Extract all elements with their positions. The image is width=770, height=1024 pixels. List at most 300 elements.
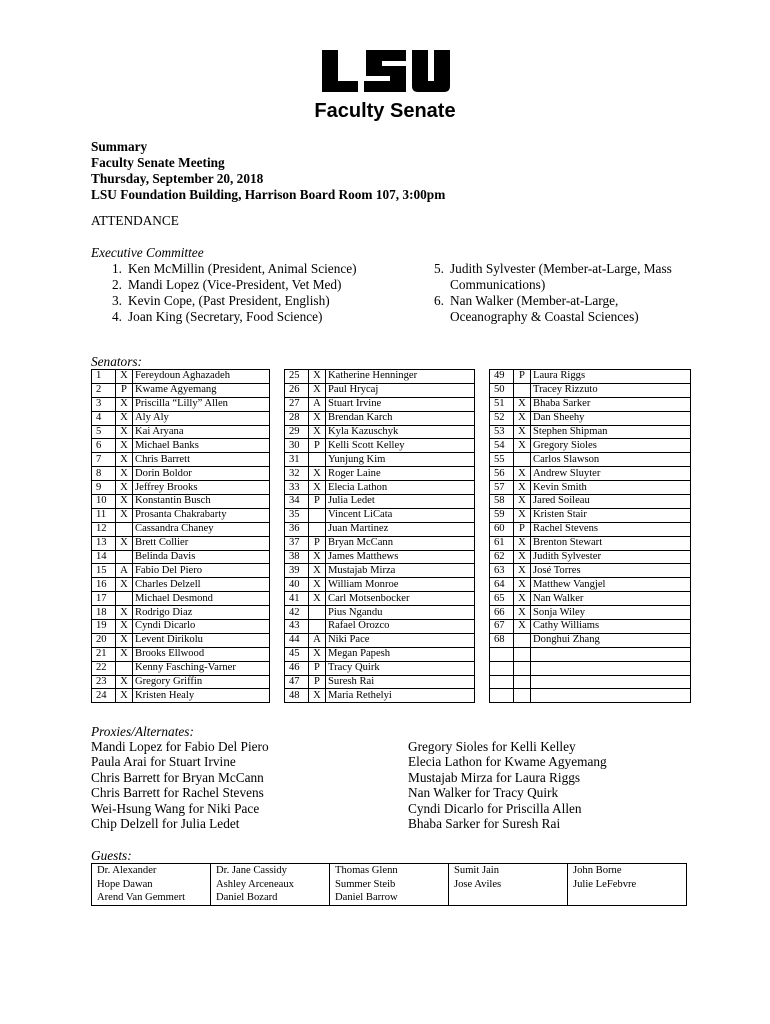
attendance-mark: P [309,495,326,509]
senator-name: Levent Dirikolu [133,633,270,647]
attendance-heading: ATTENDANCE [91,213,179,228]
senator-number: 43 [285,620,309,634]
guest-name: Thomas Glenn [335,865,398,876]
table-row [92,425,691,439]
senator-number: 41 [285,592,309,606]
proxy-entry: Mustajab Mirza for Laura Riggs [408,769,581,785]
senator-name: Kai Aryana [133,425,270,439]
senator-number: 51 [490,397,514,411]
senator-number: 23 [92,675,116,689]
column-gap [475,550,490,564]
senator-number: 55 [490,453,514,467]
senator-number: 29 [285,425,309,439]
executive-list-left [98,261,388,325]
senator-number: 46 [285,661,309,675]
senator-name: Paul Hrycaj [326,383,475,397]
attendance-mark: X [514,397,531,411]
column-gap [475,592,490,606]
attendance-mark: X [514,467,531,481]
attendance-mark [116,550,133,564]
guest-name: Ashley Arceneaux [216,878,294,890]
column-gap [270,383,285,397]
senator-name: Stephen Shipman [531,425,691,439]
column-gap [270,522,285,536]
column-gap [270,564,285,578]
senator-name: Niki Pace [326,633,475,647]
senator-name: Cyndi Dicarlo [133,620,270,634]
column-gap [475,383,490,397]
column-gap [270,578,285,592]
column-gap [270,633,285,647]
executive-member [98,293,388,309]
table-row [92,453,691,467]
column-gap [475,536,490,550]
senator-number: 21 [92,647,116,661]
table-row [92,508,691,522]
senator-number: 26 [285,383,309,397]
senator-name: Rafael Orozco [326,620,475,634]
table-row [92,661,691,675]
senator-number: 28 [285,411,309,425]
senator-name: Jared Soileau [531,495,691,509]
attendance-mark: X [116,370,133,384]
senator-number [490,647,514,661]
column-gap [270,606,285,620]
attendance-mark: X [116,397,133,411]
guests-row [92,864,687,906]
attendance-mark: P [309,536,326,550]
senator-number: 7 [92,453,116,467]
senator-name: Kwame Agyemang [133,383,270,397]
senator-number: 9 [92,481,116,495]
table-row [92,689,691,703]
executive-member [98,309,388,325]
senator-number: 38 [285,550,309,564]
member-name: Joan King (Secretary, Food Science) [128,309,323,324]
member-name: Mandi Lopez (Vice-President, Vet Med) [128,277,342,292]
column-gap [475,467,490,481]
senator-number: 57 [490,481,514,495]
guest-column [92,864,211,906]
table-row [92,564,691,578]
senator-name: Tracy Quirk [326,661,475,675]
proxy-entry: Elecia Lathon for Kwame Agyemang [408,754,607,770]
executive-committee-title: Executive Committee [91,245,204,260]
column-gap [475,633,490,647]
attendance-mark: X [116,481,133,495]
senator-number: 36 [285,522,309,536]
senator-name: Mustajab Mirza [326,564,475,578]
attendance-mark: X [116,508,133,522]
senator-number: 20 [92,633,116,647]
guests-title: Guests: [91,848,132,863]
attendance-mark: X [514,411,531,425]
senator-name: Carlos Slawson [531,453,691,467]
table-row [92,411,691,425]
guest-name: Hope Dawan [97,878,153,890]
senator-number: 3 [92,397,116,411]
attendance-mark: P [514,370,531,384]
attendance-mark [514,661,531,675]
proxy-entry: Chris Barrett for Bryan McCann [91,769,264,785]
list-number: 3. [112,293,122,308]
guest-name: John Borne [573,865,622,876]
senator-number: 50 [490,383,514,397]
attendance-mark: X [514,495,531,509]
column-gap [475,620,490,634]
column-gap [475,661,490,675]
attendance-mark: X [309,411,326,425]
executive-list-right [420,261,680,325]
proxies-title: Proxies/Alternates: [91,724,194,739]
attendance-mark: X [116,411,133,425]
attendance-mark [514,633,531,647]
guests-table [91,863,687,906]
column-gap [270,536,285,550]
senator-name: Maria Rethelyi [326,689,475,703]
list-number: 4. [112,309,122,324]
senator-number: 12 [92,522,116,536]
attendance-mark [309,453,326,467]
senator-name: Kristen Healy [133,689,270,703]
senator-number [490,689,514,703]
attendance-mark: X [309,467,326,481]
senator-name: Laura Riggs [531,370,691,384]
senator-name: Megan Papesh [326,647,475,661]
attendance-mark: P [116,383,133,397]
column-gap [475,370,490,384]
table-row [92,606,691,620]
senator-name: Julia Ledet [326,495,475,509]
senator-name: Andrew Sluyter [531,467,691,481]
meeting-summary [91,139,445,203]
executive-member [98,277,388,293]
senator-number: 62 [490,550,514,564]
senator-name: James Matthews [326,550,475,564]
column-gap [270,397,285,411]
proxy-entry: Chip Delzell for Julia Ledet [91,816,240,832]
list-number: 1. [112,261,122,276]
senator-number: 25 [285,370,309,384]
senator-number: 64 [490,578,514,592]
member-name: Ken McMillin (President, Animal Science) [128,261,357,276]
table-row [92,675,691,689]
meeting-title: Faculty Senate Meeting [91,155,225,170]
attendance-mark: X [309,578,326,592]
attendance-mark: X [514,606,531,620]
column-gap [475,439,490,453]
attendance-mark: P [514,522,531,536]
attendance-mark: X [309,550,326,564]
senator-name: Judith Sylvester [531,550,691,564]
proxies-list-left [91,739,269,831]
senator-number: 33 [285,481,309,495]
senator-name: Roger Laine [326,467,475,481]
column-gap [270,689,285,703]
table-row [92,647,691,661]
senator-name: Bhaba Sarker [531,397,691,411]
senator-number: 30 [285,439,309,453]
column-gap [270,481,285,495]
guest-name: Arend Van Gemmert [97,892,186,904]
table-row [92,592,691,606]
senator-number: 5 [92,425,116,439]
attendance-mark: X [116,425,133,439]
attendance-mark: X [309,383,326,397]
attendance-mark: X [309,647,326,661]
table-row [92,467,691,481]
column-gap [475,453,490,467]
senator-name: Kevin Smith [531,481,691,495]
column-gap [475,564,490,578]
member-name: Nan Walker (Member-at-Large, Oceanography & Coastal Sciences) [450,293,639,324]
senator-name: Brenton Stewart [531,536,691,550]
attendance-mark [514,453,531,467]
attendance-mark: X [514,550,531,564]
attendance-mark: X [514,508,531,522]
column-gap [270,425,285,439]
senator-name: Yunjung Kim [326,453,475,467]
column-gap [475,647,490,661]
senator-name: Michael Desmond [133,592,270,606]
table-row [92,383,691,397]
guest-column [211,864,330,906]
attendance-mark: X [116,495,133,509]
attendance-mark [514,675,531,689]
senator-name: Cathy Williams [531,620,691,634]
attendance-mark: X [514,536,531,550]
proxy-entry: Cyndi Dicarlo for Priscilla Allen [408,800,582,816]
guest-column [330,864,449,906]
senator-name: Juan Martinez [326,522,475,536]
attendance-mark [309,522,326,536]
proxy-entry: Nan Walker for Tracy Quirk [408,785,559,801]
attendance-mark [309,508,326,522]
senator-name: Pius Ngandu [326,606,475,620]
senator-number: 8 [92,467,116,481]
senator-name: Dan Sheehy [531,411,691,425]
attendance-mark [116,522,133,536]
senator-name: Bryan McCann [326,536,475,550]
attendance-mark: A [309,397,326,411]
senator-number: 45 [285,647,309,661]
senator-number: 16 [92,578,116,592]
attendance-mark [309,620,326,634]
table-row [92,522,691,536]
attendance-mark [116,661,133,675]
senator-number: 47 [285,675,309,689]
senator-name: Suresh Rai [326,675,475,689]
meeting-location: LSU Foundation Building, Harrison Board Room 107, 3:00pm [91,187,446,202]
senator-name: Charles Delzell [133,578,270,592]
senator-number: 35 [285,508,309,522]
senator-number: 4 [92,411,116,425]
lsu-logo [318,48,452,94]
attendance-mark [116,592,133,606]
senator-name: Elecia Lathon [326,481,475,495]
executive-member [98,261,388,277]
senator-name: Gregory Griffin [133,675,270,689]
senator-number: 24 [92,689,116,703]
column-gap [475,411,490,425]
column-gap [270,467,285,481]
senator-name: Belinda Davis [133,550,270,564]
senator-name: Prosanta Chakrabarty [133,508,270,522]
guest-name: Daniel Bozard [216,892,278,904]
table-row [92,550,691,564]
senator-name: Rachel Stevens [531,522,691,536]
guest-name: Dr. Alexander [97,865,157,876]
table-row [92,633,691,647]
attendance-mark: X [116,633,133,647]
table-row [92,536,691,550]
guest-name: Dr. Jane Cassidy [216,865,287,876]
column-gap [270,647,285,661]
senator-name: Dorin Boldor [133,467,270,481]
senator-name: Kyla Kazuschyk [326,425,475,439]
attendance-mark: P [309,439,326,453]
attendance-mark: X [116,620,133,634]
column-gap [270,620,285,634]
proxy-entry: Gregory Sioles for Kelli Kelley [408,739,576,754]
senator-number: 52 [490,411,514,425]
attendance-mark: X [309,370,326,384]
senator-number: 40 [285,578,309,592]
column-gap [270,508,285,522]
column-gap [270,550,285,564]
senator-number: 59 [490,508,514,522]
senators-table [91,369,691,703]
column-gap [475,425,490,439]
guest-name: Julie LeFebvre [573,878,637,890]
guest-column [449,864,568,906]
column-gap [270,495,285,509]
senator-number: 32 [285,467,309,481]
senator-name [531,689,691,703]
senator-number: 53 [490,425,514,439]
senator-number: 48 [285,689,309,703]
senator-number: 13 [92,536,116,550]
table-row [92,481,691,495]
senator-name: José Torres [531,564,691,578]
attendance-mark: A [116,564,133,578]
table-row [92,370,691,384]
senator-number: 6 [92,439,116,453]
attendance-mark: X [309,481,326,495]
senator-number: 65 [490,592,514,606]
senator-name: Carl Motsenbocker [326,592,475,606]
senator-number: 60 [490,522,514,536]
senator-name: Brett Collier [133,536,270,550]
column-gap [270,592,285,606]
senator-name [531,661,691,675]
senator-name: Cassandra Chaney [133,522,270,536]
member-name: Judith Sylvester (Member-at-Large, Mass Communications) [450,261,672,292]
senator-number: 44 [285,633,309,647]
senator-name: Stuart Irvine [326,397,475,411]
senator-name: Jeffrey Brooks [133,481,270,495]
column-gap [475,397,490,411]
guest-column [568,864,687,906]
senator-number: 39 [285,564,309,578]
senator-number: 63 [490,564,514,578]
senator-name: Nan Walker [531,592,691,606]
senator-name: Fabio Del Piero [133,564,270,578]
attendance-mark: X [309,425,326,439]
column-gap [475,689,490,703]
senator-number: 58 [490,495,514,509]
table-row [92,397,691,411]
senator-number: 1 [92,370,116,384]
attendance-mark: X [116,606,133,620]
senator-number: 66 [490,606,514,620]
senator-name: Michael Banks [133,439,270,453]
table-row [92,620,691,634]
senator-number: 67 [490,620,514,634]
attendance-mark [514,383,531,397]
attendance-mark: X [309,564,326,578]
senator-name: Konstantin Busch [133,495,270,509]
proxy-entry: Wei-Hsung Wang for Niki Pace [91,800,260,816]
proxy-entry: Paula Arai for Stuart Irvine [91,754,236,770]
list-number: 2. [112,277,122,292]
senator-name: Gregory Sioles [531,439,691,453]
senator-name: Brooks Ellwood [133,647,270,661]
attendance-mark: X [116,578,133,592]
proxy-entry: Bhaba Sarker for Suresh Rai [408,816,561,832]
senator-name [531,675,691,689]
senator-name: Brendan Karch [326,411,475,425]
senator-name: Rodrigo Diaz [133,606,270,620]
attendance-mark: X [116,467,133,481]
attendance-mark: X [116,689,133,703]
executive-member [420,293,680,325]
attendance-mark: X [514,564,531,578]
attendance-mark: X [514,620,531,634]
senator-number: 10 [92,495,116,509]
column-gap [270,453,285,467]
proxy-entry: Mandi Lopez for Fabio Del Piero [91,739,269,754]
member-name: Kevin Cope, (Past President, English) [128,293,330,308]
executive-member [420,261,680,293]
attendance-mark: X [116,439,133,453]
column-gap [270,370,285,384]
senator-number: 17 [92,592,116,606]
attendance-mark: X [514,592,531,606]
senator-name: Kelli Scott Kelley [326,439,475,453]
column-gap [475,481,490,495]
guest-name: Jose Aviles [454,878,502,890]
senator-name: Matthew Vangjel [531,578,691,592]
senator-number: 19 [92,620,116,634]
senator-number: 22 [92,661,116,675]
attendance-mark [514,689,531,703]
org-name: Faculty Senate [314,100,456,122]
attendance-mark: P [309,675,326,689]
senator-number: 34 [285,495,309,509]
senator-number: 49 [490,370,514,384]
column-gap [270,439,285,453]
senator-number: 56 [490,467,514,481]
attendance-mark [514,647,531,661]
attendance-mark: X [116,536,133,550]
attendance-mark: X [309,592,326,606]
attendance-mark: X [514,481,531,495]
senator-name: Aly Aly [133,411,270,425]
table-row [92,495,691,509]
attendance-mark [309,606,326,620]
senator-name: Tracey Rizzuto [531,383,691,397]
